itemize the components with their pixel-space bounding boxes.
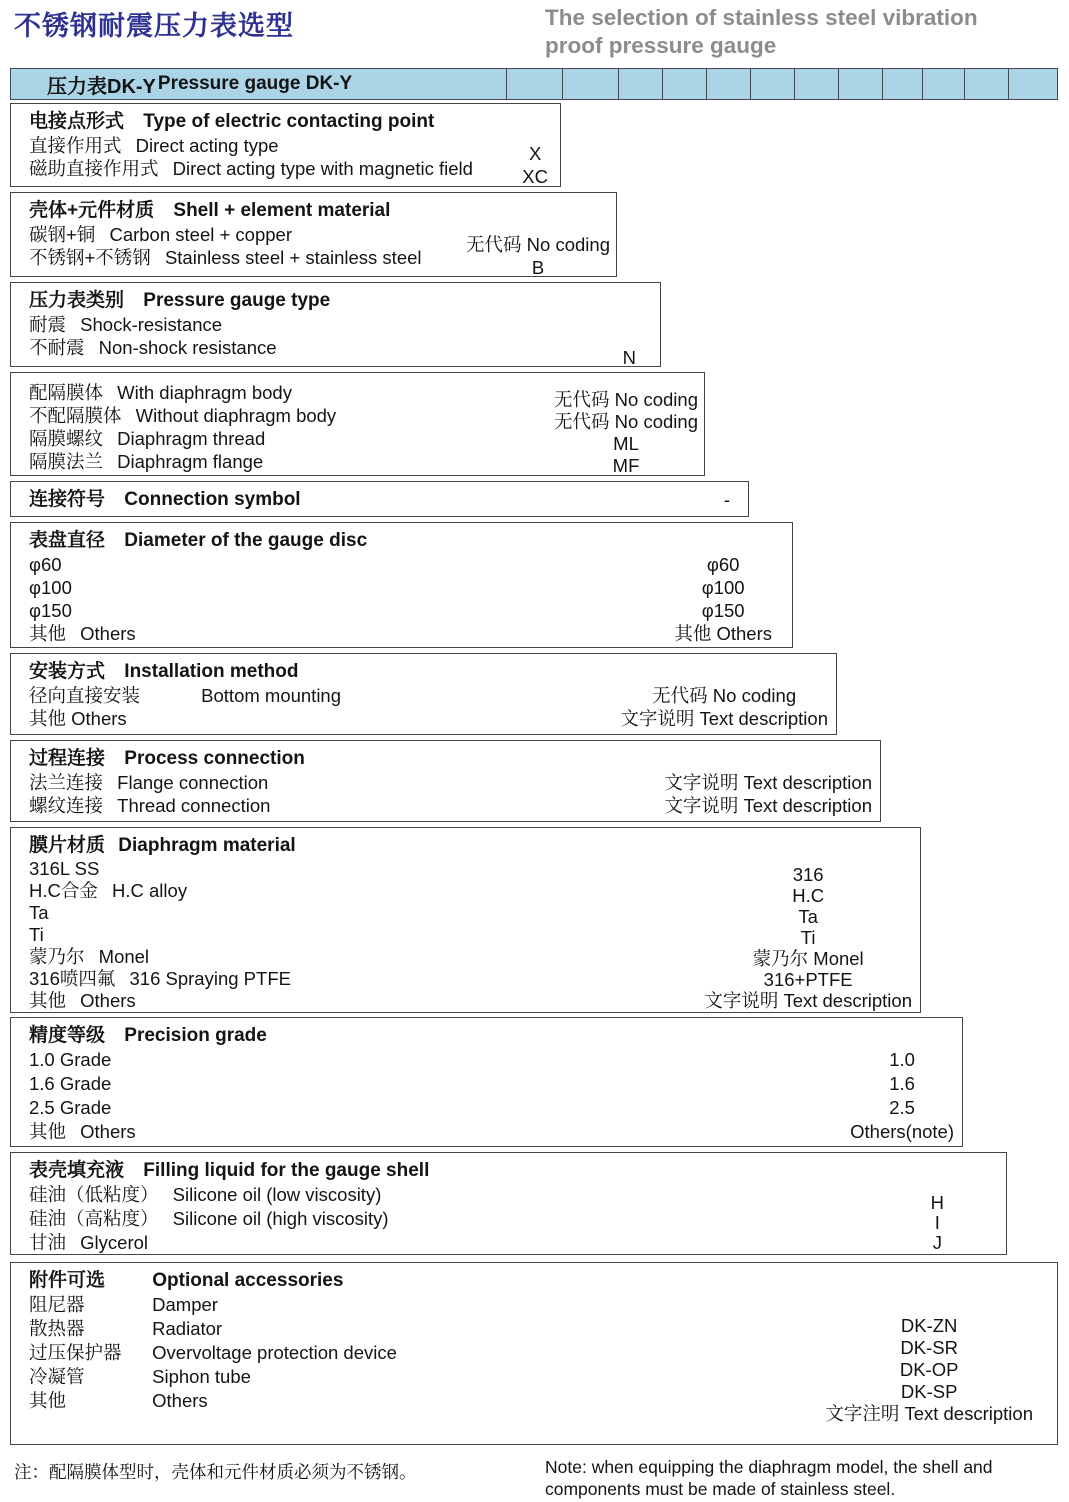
item-en: With diaphragm body — [117, 382, 292, 403]
item-zh: 过压保护器 — [29, 1342, 122, 1363]
section-title-zh: 精度等级 — [29, 1025, 106, 1046]
item-en: Siphon tube — [152, 1366, 251, 1387]
section-title-en: Diameter of the gauge disc — [124, 530, 368, 551]
section-title — [29, 528, 792, 553]
section-title-en: Optional accessories — [152, 1270, 344, 1291]
item-en: Diaphragm flange — [117, 451, 264, 472]
item-en: Damper — [152, 1294, 218, 1315]
section-installation-method — [10, 653, 837, 735]
section-shell-element-material — [10, 192, 617, 277]
header-grid-cell — [1008, 69, 1057, 99]
code-column — [466, 233, 610, 279]
item-en: Overvoltage protection device — [152, 1342, 397, 1363]
item-zh: 散热器 — [29, 1318, 85, 1339]
item-zh: 硅油（高粘度） — [29, 1208, 159, 1229]
code-line: Others(note) — [850, 1121, 954, 1142]
section-title-en: Precision grade — [124, 1025, 267, 1046]
code-line: φ100 — [701, 577, 745, 598]
item-zh: 2.5 Grade — [29, 1097, 112, 1118]
code-line: 文字说明 Text description — [620, 708, 828, 729]
section-title — [29, 1268, 1057, 1293]
item-zh: 316L SS — [29, 858, 100, 879]
code-line: 文字说明 Text description — [664, 772, 872, 793]
item-zh: 其他 — [29, 623, 67, 644]
code-column — [850, 1048, 954, 1144]
item-zh: 法兰连接 — [29, 772, 104, 793]
code-line: B — [531, 257, 545, 278]
code-line: 蒙乃尔 Monel — [752, 948, 864, 969]
section-title — [29, 833, 920, 858]
code-column — [704, 864, 912, 1011]
item-zh: 配隔膜体 — [29, 382, 104, 403]
item-zh: 硅油（低粘度） — [29, 1184, 159, 1205]
footnote-english-line2: components must be made of stainless steel. — [545, 1479, 896, 1499]
item-zh: 径向直接安装 — [29, 685, 141, 706]
header-grid-cell — [618, 69, 662, 99]
item-zh: 316喷四氟 — [29, 968, 116, 989]
item-zh: 其他 — [29, 990, 67, 1011]
code-line: H.C — [792, 885, 825, 906]
code-column — [664, 771, 872, 817]
section-title — [29, 487, 748, 512]
item-zh: 冷凝管 — [29, 1366, 85, 1387]
item-zh: 直接作用式 — [29, 135, 122, 156]
item-zh: 隔膜法兰 — [29, 451, 104, 472]
code-line — [623, 323, 636, 346]
code-line: 无代码 No coding — [554, 389, 698, 410]
code-column — [825, 1315, 1033, 1425]
code-line: J — [932, 1232, 942, 1253]
code-line: 1.6 — [889, 1073, 915, 1094]
item-zh: 不锈钢+不锈钢 — [29, 247, 151, 268]
code-line: 无代码 No coding — [466, 234, 610, 255]
item-row — [29, 1096, 962, 1120]
item-zh: φ60 — [29, 554, 62, 575]
section-title-en: Connection symbol — [124, 489, 301, 510]
section-precision-grade — [10, 1017, 963, 1147]
section-title-zh: 壳体+元件材质 — [29, 200, 155, 221]
item-zh: Ti — [29, 924, 44, 945]
code-line: Ti — [800, 927, 816, 948]
code-line: φ150 — [701, 600, 745, 621]
item-row — [29, 134, 560, 157]
item-en: Direct acting type with magnetic field — [172, 158, 473, 179]
section-connection-symbol — [10, 481, 749, 517]
item-row — [29, 1207, 1006, 1231]
code-line: φ60 — [706, 554, 740, 575]
section-title-en: Diaphragm material — [118, 835, 296, 856]
code-line: X — [528, 143, 542, 164]
section-title — [29, 1158, 1006, 1183]
section-diaphragm-body-options — [10, 372, 705, 476]
page-title-chinese: 不锈钢耐震压力表选型 — [14, 11, 294, 41]
section-disc-diameter — [10, 522, 793, 648]
section-title-zh: 连接符号 — [29, 489, 106, 510]
code-line: DK-SP — [900, 1381, 958, 1402]
item-row — [29, 313, 660, 336]
item-zh: 其他 — [29, 1121, 67, 1142]
item-en: Radiator — [152, 1318, 223, 1339]
footnote-english-line1: Note: when equipping the diaphragm model, the shell and — [545, 1457, 993, 1477]
footnote-english — [545, 1456, 993, 1500]
page-title-english — [545, 4, 978, 60]
table-header-label — [47, 69, 352, 99]
section-title-en: Shell + element material — [173, 200, 391, 221]
item-zh: φ100 — [29, 577, 72, 598]
item-zh: 1.6 Grade — [29, 1073, 112, 1094]
section-title — [29, 198, 616, 223]
section-title-zh: 安装方式 — [29, 661, 106, 682]
header-grid-cell — [562, 69, 618, 99]
item-zh: 螺纹连接 — [29, 795, 104, 816]
page-title-english-line2: proof pressure gauge — [545, 33, 777, 58]
item-en: Others — [80, 990, 136, 1011]
item-en: Shock-resistance — [80, 314, 223, 335]
item-zh: 1.0 Grade — [29, 1049, 112, 1070]
item-zh: 甘油 — [29, 1232, 67, 1253]
section-title-zh: 表盘直径 — [29, 530, 106, 551]
code-line: ML — [613, 433, 639, 454]
header-grid-cell — [882, 69, 922, 99]
item-row — [29, 1183, 1006, 1207]
item-zh: 不配隔膜体 — [29, 405, 122, 426]
code-line: 无代码 No coding — [554, 411, 698, 432]
section-title-zh: 电接点形式 — [29, 111, 125, 132]
section-diaphragm-material — [10, 827, 921, 1013]
code-line: 316 — [792, 864, 824, 885]
item-zh: 蒙乃尔 — [29, 946, 85, 967]
code-column — [724, 487, 730, 513]
page-title-english-line1: The selection of stainless steel vibration — [545, 5, 978, 30]
footnote-chinese: 注：配隔膜体型时，壳体和元件材质必须为不锈钢。 — [14, 1462, 417, 1482]
section-title — [29, 288, 660, 313]
item-zh: 其他 — [29, 1390, 67, 1411]
item-en: Silicone oil (low viscosity) — [172, 1184, 382, 1205]
code-line: 无代码 No coding — [652, 685, 797, 706]
section-process-connection — [10, 740, 881, 822]
section-filling-liquid — [10, 1152, 1007, 1255]
code-column — [620, 684, 828, 730]
item-zh: 磁助直接作用式 — [29, 158, 159, 179]
header-grid-cell — [662, 69, 706, 99]
item-en: Carbon steel + copper — [109, 224, 292, 245]
section-title — [29, 746, 880, 771]
code-line: XC — [522, 166, 548, 187]
item-en: Thread connection — [117, 795, 271, 816]
item-en: Flange connection — [117, 772, 269, 793]
header-grid-cell — [506, 69, 562, 99]
code-line: 文字说明 Text description — [664, 795, 872, 816]
code-line: MF — [612, 455, 640, 476]
header-grid-cell — [838, 69, 882, 99]
code-line: I — [934, 1212, 940, 1233]
code-line: 2.5 — [889, 1097, 915, 1118]
section-title-zh: 过程连接 — [29, 748, 106, 769]
code-line: N — [622, 347, 636, 368]
section-title — [29, 1023, 962, 1048]
code-column — [674, 553, 772, 645]
item-zh: 阻尼器 — [29, 1294, 85, 1315]
table-header-row — [10, 68, 1058, 100]
table-header-label-zh: 压力表DK-Y — [47, 75, 156, 98]
section-title-en: Process connection — [124, 748, 305, 769]
section-title-zh: 压力表类别 — [29, 290, 125, 311]
item-zh: 不耐震 — [29, 337, 85, 358]
code-column — [931, 1193, 944, 1253]
header-grid-cell — [794, 69, 838, 99]
code-line: 其他 Others — [674, 623, 772, 644]
item-en: Others — [80, 1121, 136, 1142]
item-en: Others — [152, 1390, 208, 1411]
item-row — [29, 1231, 1006, 1255]
section-title — [29, 659, 836, 684]
code-line: 文字注明 Text description — [825, 1403, 1033, 1424]
section-optional-accessories — [10, 1262, 1058, 1445]
header-grid-cell — [706, 69, 750, 99]
code-line: DK-SR — [900, 1337, 958, 1358]
code-line: - — [723, 489, 730, 510]
item-zh: 碳钢+铜 — [29, 224, 96, 245]
section-electric-contact-type — [10, 103, 561, 187]
item-en: Diaphragm thread — [117, 428, 266, 449]
item-en: Without diaphragm body — [135, 405, 337, 426]
item-en: Silicone oil (high viscosity) — [172, 1208, 389, 1229]
section-title — [29, 109, 560, 134]
header-grid-cell — [922, 69, 964, 99]
item-en: Stainless steel + stainless steel — [164, 247, 422, 268]
section-title-en: Installation method — [124, 661, 299, 682]
code-column — [623, 323, 636, 369]
item-zh: Ta — [29, 902, 49, 923]
code-line: H — [930, 1192, 944, 1213]
item-en: Direct acting type — [135, 135, 279, 156]
code-line: 文字说明 Text description — [704, 990, 912, 1011]
item-row — [29, 1293, 1057, 1317]
section-title-en: Type of electric contacting point — [143, 111, 435, 132]
item-zh: 耐震 — [29, 314, 67, 335]
item-row — [29, 1120, 962, 1144]
code-line: 316+PTFE — [763, 969, 853, 990]
code-column — [522, 142, 548, 188]
table-header-label-en: Pressure gauge DK-Y — [157, 73, 353, 94]
code-line: 1.0 — [889, 1049, 915, 1070]
item-en: Glycerol — [80, 1232, 149, 1253]
item-row — [29, 336, 660, 359]
item-en: Monel — [98, 946, 150, 967]
section-title-zh: 膜片材质 — [29, 835, 106, 856]
section-title-en: Filling liquid for the gauge shell — [143, 1160, 430, 1181]
item-row — [29, 1072, 962, 1096]
item-zh: 其他 Others — [29, 708, 127, 729]
item-en: 316 Spraying PTFE — [129, 968, 291, 989]
item-en: Non-shock resistance — [98, 337, 277, 358]
section-title-en: Pressure gauge type — [143, 290, 331, 311]
header-grid-cell — [750, 69, 794, 99]
section-title-zh: 表壳填充液 — [29, 1160, 125, 1181]
code-column — [554, 389, 698, 477]
code-line: DK-ZN — [900, 1315, 958, 1336]
section-pressure-gauge-type — [10, 282, 661, 367]
section-title-zh: 附件可选 — [29, 1270, 106, 1291]
item-en: Others — [80, 623, 136, 644]
item-zh: H.C合金 — [29, 880, 98, 901]
item-en: H.C alloy — [112, 880, 188, 901]
item-row — [29, 157, 560, 180]
code-line: DK-OP — [899, 1359, 959, 1380]
item-zh: 隔膜螺纹 — [29, 428, 104, 449]
code-line: Ta — [798, 906, 818, 927]
item-row — [29, 1048, 962, 1072]
item-en: Bottom mounting — [201, 685, 342, 706]
item-zh: φ150 — [29, 600, 72, 621]
header-grid-cell — [964, 69, 1008, 99]
